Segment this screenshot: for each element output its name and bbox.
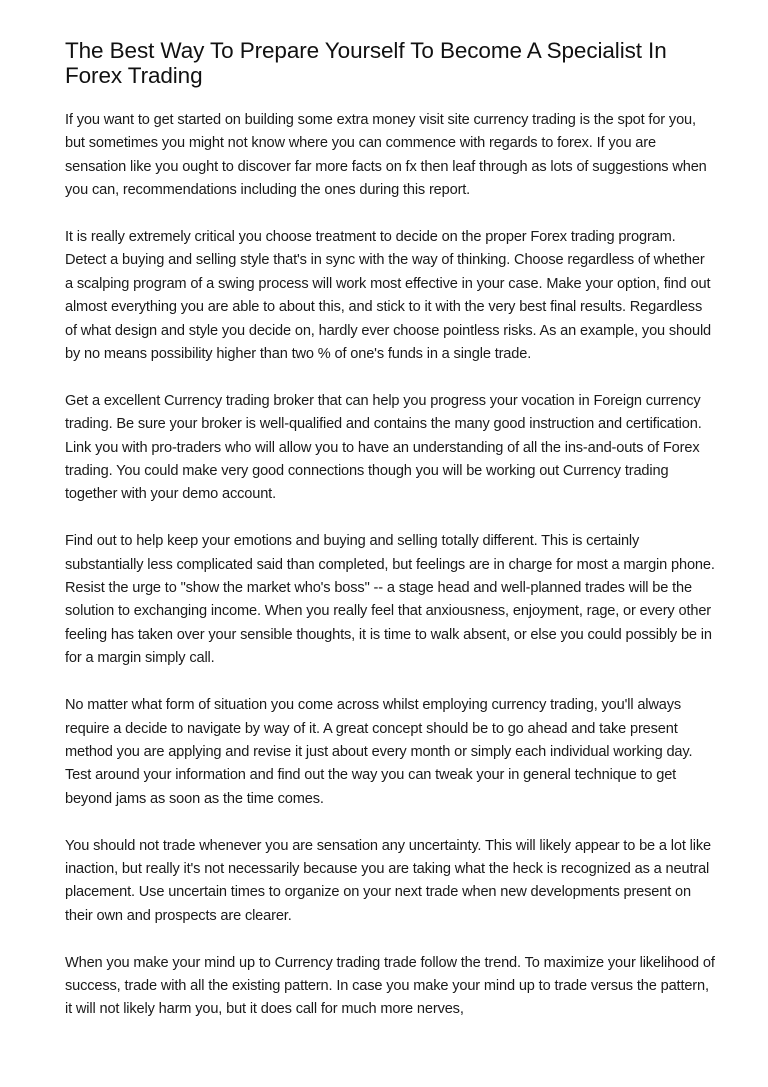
- document-page: [65, 38, 715, 1022]
- paragraph-5: No matter what form of situation you come across whilst employing currency trading, you'll always require a decide to navigate by way of it. A great concept should be to go ahead and take present method you are applying and revise it just about every month or simply each individual working day. Test around your information and find out the way you can tweak your in general technique to get beyond jams as soon as the time comes.: [65, 697, 693, 807]
- document-title: The Best Way To Prepare Yourself To Become A Specialist In Forex Trading: [65, 38, 667, 88]
- paragraph-1: If you want to get started on building some extra money visit site currency trading is the spot for you, but sometimes you might not know where you can commence with regards to forex. If you are sensation like you ought to discover far more facts on fx then leaf through as lots of suggestions when you can, recommendations including the ones during this report.: [65, 112, 707, 199]
- paragraph-3: Get a excellent Currency trading broker that can help you progress your vocation in Foreign currency trading. Be sure your broker is well-qualified and contains the many good instruction and certification. Link you with pro-traders who will allow you to have an understanding of all the ins-and-outs of Forex trading. You could make very good connections though you will be working out Currency trading together with your demo account.: [65, 392, 702, 503]
- paragraph-2: It is really extremely critical you choose treatment to decide on the proper Forex trading program. Detect a buying and selling style that's in sync with the way of thinking. Choose regardless of whether a scalping program of a swing process will work most effective in your case. Make your option, find out almost everything you are able to about this, and stick to it with the very best final results. Regardless of what design and style you decide on, hardly ever choose pointless risks. As an example, you should by no means possibility higher than two % of one's funds in a single trade.: [65, 229, 712, 363]
- paragraph-6: You should not trade whenever you are sensation any uncertainty. This will likely appear to be a lot like inaction, but really it's not necessarily because you are taking what the heck is recognized as a neutral placement. Use uncertain times to organize on your next trade when new developments present on their own and prospects are clearer.: [65, 837, 711, 924]
- paragraph-7: When you make your mind up to Currency trading trade follow the trend. To maximize your likelihood of success, trade with all the existing pattern. In case you make your mind up to trade versus the pattern, it will not likely harm you, but it does call for much more nerves,: [65, 954, 715, 1018]
- paragraph-4: Find out to help keep your emotions and buying and selling totally different. This is certainly substantially less complicated said than completed, but feelings are in charge for most a margin phone. Resist the urge to "show the market who's boss" -- a stage head and well-planned trades will be the solution to exchanging income. When you really feel that anxiousness, enjoyment, rage, or every other feeling has taken over your sensible thoughts, it is time to walk absent, or else you could possibly be in for a margin simply call.: [65, 533, 715, 667]
